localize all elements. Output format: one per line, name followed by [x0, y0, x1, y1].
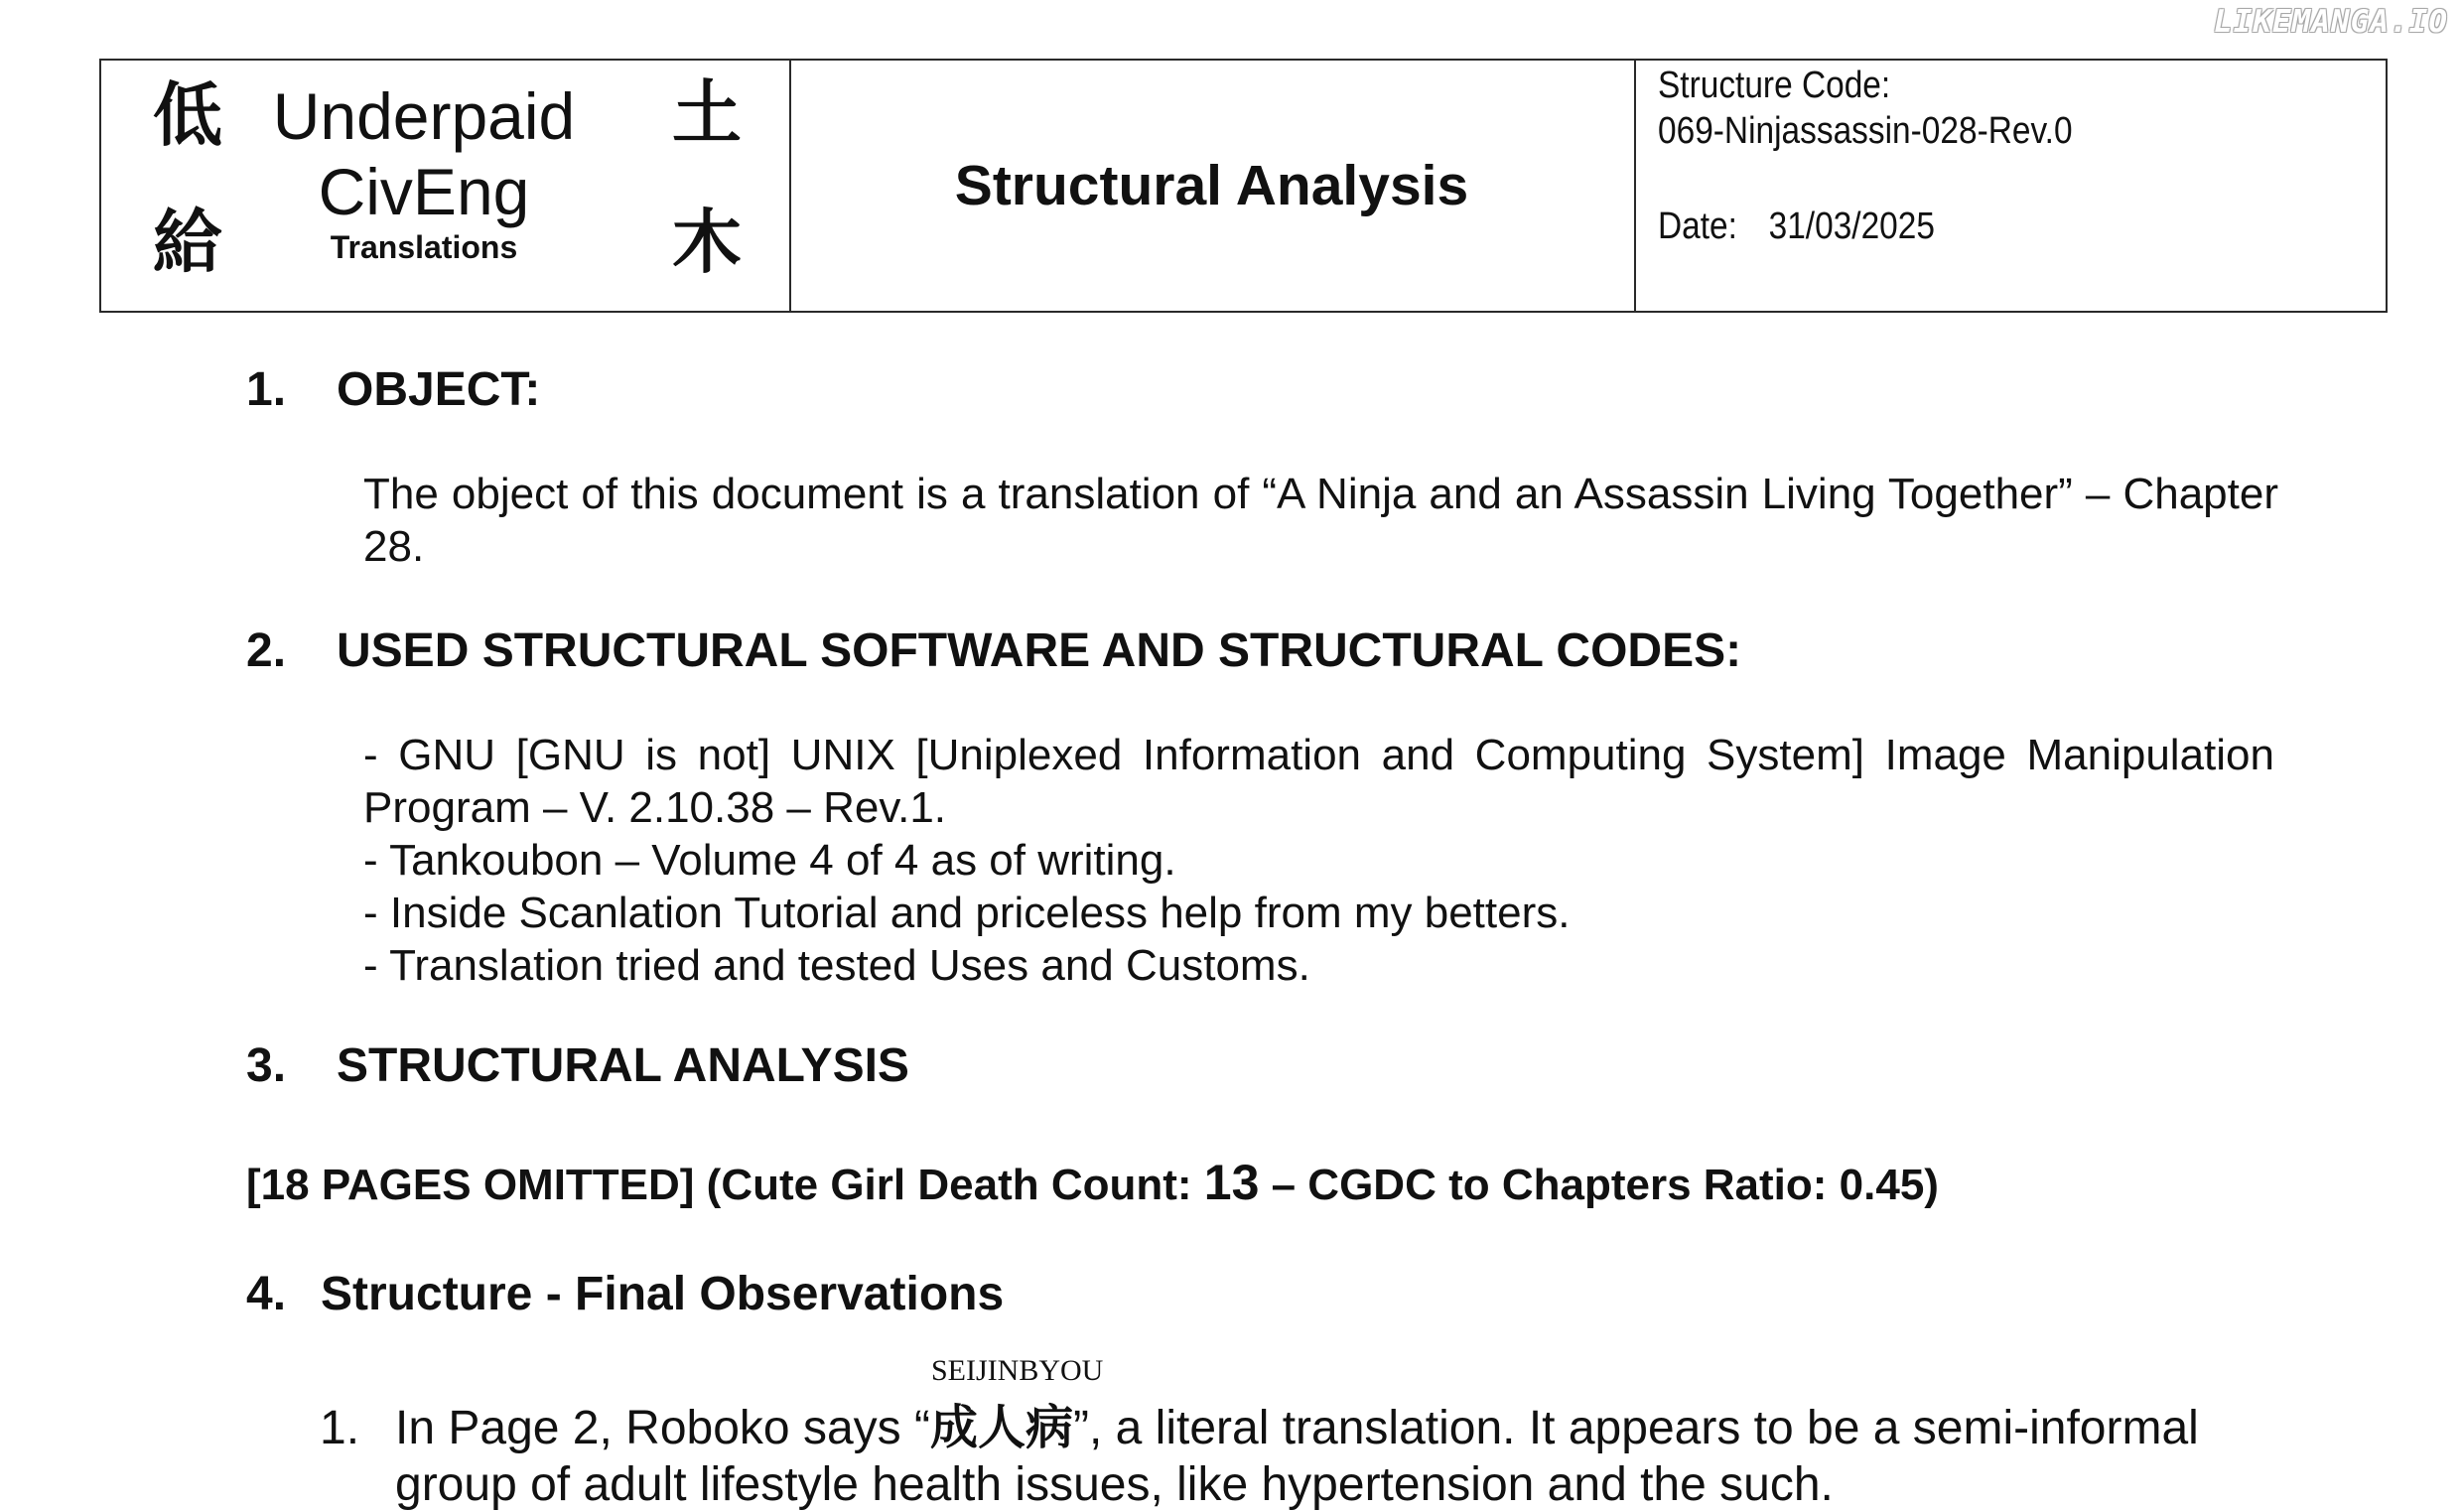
logo-line-1: Underpaid: [272, 79, 576, 153]
observation-1-number: 1.: [320, 1402, 360, 1454]
section-2-item-3: - Inside Scanlation Tutorial and priceless help from my betters.: [363, 889, 1571, 937]
observation-1-text-b: ”, a literal translation. It appears to be a semi-informal: [1072, 1402, 2199, 1454]
logo-line-2: CivEng: [318, 155, 530, 228]
section-3-number: 3.: [246, 1039, 287, 1092]
death-count: 13: [1203, 1155, 1260, 1210]
section-2-item-1: - GNU [GNU is not] UNIX [Uniplexed Information and Computing System] Image Manipulation Program – V. 2.10.38 – Rev.1.: [363, 731, 2274, 832]
section-3-title: STRUCTURAL ANALYSIS: [337, 1039, 909, 1092]
section-4-number: 4.: [246, 1268, 287, 1320]
section-2-title: USED STRUCTURAL SOFTWARE AND STRUCTURAL CODES:: [337, 624, 1742, 677]
furigana-annotation: SEIJINBYOU: [931, 1354, 1104, 1387]
section-1-number: 1.: [246, 363, 287, 416]
document-header: [99, 59, 2388, 313]
section-4-title: Structure - Final Observations: [321, 1268, 1005, 1320]
date-label: Date:: [1658, 206, 1737, 247]
section-1-heading: [246, 362, 540, 417]
date-value: 31/03/2025: [1768, 206, 1935, 247]
structure-code-label: Structure Code:: [1658, 65, 1891, 106]
document-title: Structural Analysis: [954, 154, 1469, 217]
observation-item-1-continued: group of adult lifestyle health issues, like hypertension and the such.: [395, 1458, 1834, 1511]
section-2-list: [363, 729, 2274, 992]
section-2-number: 2.: [246, 624, 287, 677]
logo-line-3: Translations: [330, 229, 518, 265]
section-2-item-2: - Tankoubon – Volume 4 of 4 as of writing.: [363, 836, 1176, 885]
section-3-heading: [246, 1038, 909, 1093]
watermark: LIKEMANGA.IO: [2214, 4, 2448, 40]
logo-kanji-bottom-right: 木: [672, 202, 742, 283]
omitted-pages-note: [246, 1154, 1939, 1211]
observation-1-text-a: In Page 2, Roboko says “: [395, 1402, 930, 1454]
document-info-cell: [1636, 61, 2386, 311]
section-2-heading: [246, 623, 1741, 678]
section-2-item-4: - Translation tried and tested Uses and Customs.: [363, 941, 1310, 990]
logo-kanji-top-right: 土: [672, 72, 742, 154]
logo-kanji-bottom-left: 給: [153, 202, 222, 283]
document-title-cell: [789, 61, 1636, 311]
omitted-note-text-a: [18 PAGES OMITTED] (Cute Girl Death Count:: [246, 1161, 1204, 1209]
observation-item-1: [320, 1398, 2305, 1458]
section-1-title: OBJECT:: [337, 363, 541, 416]
section-1-text: The object of this document is a translation of “A Ninja and an Assassin Living Together” – Chapter 28.: [363, 470, 2278, 571]
date-row: [1658, 206, 1935, 248]
logo-kanji-top-left: 低: [153, 74, 222, 156]
omitted-note-text-b: – CGDC to Chapters Ratio: 0.45): [1259, 1161, 1939, 1209]
logo: [101, 61, 791, 311]
section-4-heading: [246, 1267, 1004, 1321]
observation-1-kanji: 成人病: [929, 1400, 1073, 1455]
structure-code-value: 069-Ninjassassin-028-Rev.0: [1658, 110, 2073, 152]
